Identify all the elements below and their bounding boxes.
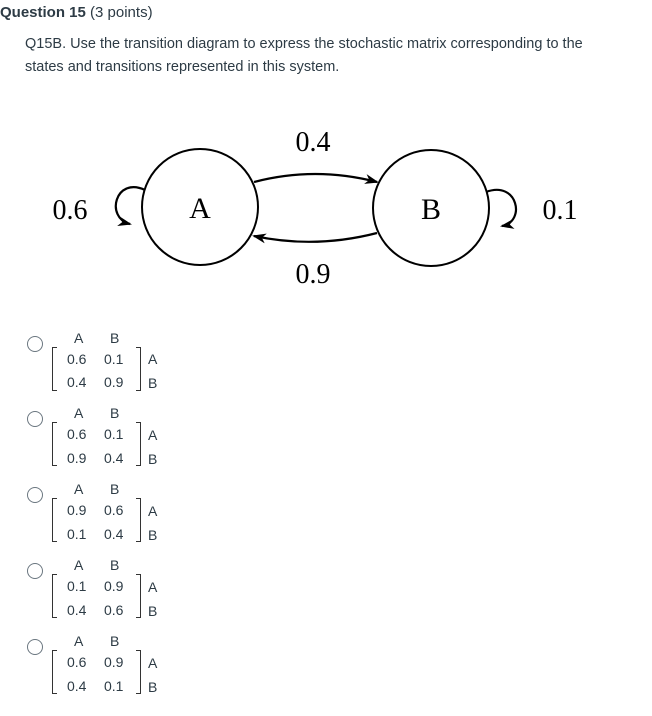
row-label-a: A — [148, 351, 158, 367]
matrix-cell-r1c1: 0.6 — [67, 351, 87, 367]
col-header-b: B — [110, 481, 120, 497]
matrix-cell-r2c2: 0.4 — [104, 526, 124, 542]
matrix-cell-r2c2: 0.6 — [104, 602, 124, 618]
self-loop-a — [116, 187, 145, 224]
col-header-a: A — [74, 557, 84, 573]
answer-option-4[interactable] — [0, 557, 200, 627]
state-b-label: B — [420, 193, 442, 226]
question-text: Q15B. Use the transition diagram to express the stochastic matrix corresponding to the states and transitions represented in this system. — [25, 36, 583, 75]
row-label-b: B — [148, 603, 158, 619]
row-label-a: A — [148, 579, 158, 595]
matrix-cell-r2c1: 0.1 — [67, 526, 87, 542]
matrix-cell-r2c1: 0.9 — [67, 450, 87, 466]
matrix-cell-r2c1: 0.4 — [67, 374, 87, 390]
matrix-right-bracket — [136, 347, 141, 391]
row-label-b: B — [148, 375, 158, 391]
radio-button-3[interactable] — [27, 487, 43, 503]
label-a-to-b: 0.4 — [295, 127, 331, 158]
matrix-right-bracket — [136, 574, 141, 618]
col-header-b: B — [110, 405, 120, 421]
radio-button-4[interactable] — [27, 563, 43, 579]
matrix-left-bracket — [52, 574, 57, 618]
matrix-left-bracket — [52, 650, 57, 694]
radio-button-1[interactable] — [27, 336, 43, 352]
row-label-a: A — [148, 503, 158, 519]
row-label-b: B — [148, 679, 158, 695]
row-label-a: A — [148, 655, 158, 671]
self-loop-b — [486, 190, 516, 226]
matrix-cell-r2c2: 0.4 — [104, 450, 124, 466]
matrix-left-bracket — [52, 498, 57, 542]
col-header-b: B — [110, 633, 120, 649]
col-header-a: A — [74, 481, 84, 497]
matrix-cell-r1c2: 0.1 — [104, 351, 124, 367]
question-points: (3 points) — [90, 4, 153, 21]
matrix-cell-r2c1: 0.4 — [67, 602, 87, 618]
col-header-a: A — [74, 405, 84, 421]
label-self-b: 0.1 — [542, 195, 578, 226]
arrow-a-to-b — [254, 174, 377, 182]
row-label-b: B — [148, 451, 158, 467]
matrix-right-bracket — [136, 498, 141, 542]
matrix-cell-r1c2: 0.9 — [104, 578, 124, 594]
matrix-right-bracket — [136, 422, 141, 466]
transition-diagram — [0, 0, 652, 300]
radio-button-5[interactable] — [27, 639, 43, 655]
state-a-label: A — [189, 192, 211, 225]
col-header-a: A — [74, 633, 84, 649]
col-header-a: A — [74, 330, 84, 346]
row-label-b: B — [148, 527, 158, 543]
matrix-left-bracket — [52, 422, 57, 466]
question-title: Question 15 — [0, 4, 86, 21]
answer-option-2[interactable] — [0, 405, 200, 475]
matrix-cell-r2c2: 0.9 — [104, 374, 124, 390]
matrix-cell-r1c2: 0.6 — [104, 502, 124, 518]
matrix-cell-r2c1: 0.4 — [67, 678, 87, 694]
matrix-cell-r1c1: 0.6 — [67, 654, 87, 670]
matrix-cell-r1c2: 0.1 — [104, 426, 124, 442]
matrix-left-bracket — [52, 347, 57, 391]
col-header-b: B — [110, 557, 120, 573]
matrix-cell-r2c2: 0.1 — [104, 678, 124, 694]
matrix-right-bracket — [136, 650, 141, 694]
answer-option-3[interactable] — [0, 481, 200, 551]
arrow-b-to-a — [254, 233, 377, 242]
answer-option-5[interactable] — [0, 633, 200, 703]
row-label-a: A — [148, 427, 158, 443]
label-self-a: 0.6 — [52, 195, 88, 226]
radio-button-2[interactable] — [27, 411, 43, 427]
col-header-b: B — [110, 330, 120, 346]
label-b-to-a: 0.9 — [295, 259, 331, 290]
matrix-cell-r1c1: 0.6 — [67, 426, 87, 442]
answer-option-1[interactable] — [0, 330, 200, 400]
matrix-cell-r1c1: 0.9 — [67, 502, 87, 518]
matrix-cell-r1c2: 0.9 — [104, 654, 124, 670]
matrix-cell-r1c1: 0.1 — [67, 578, 87, 594]
